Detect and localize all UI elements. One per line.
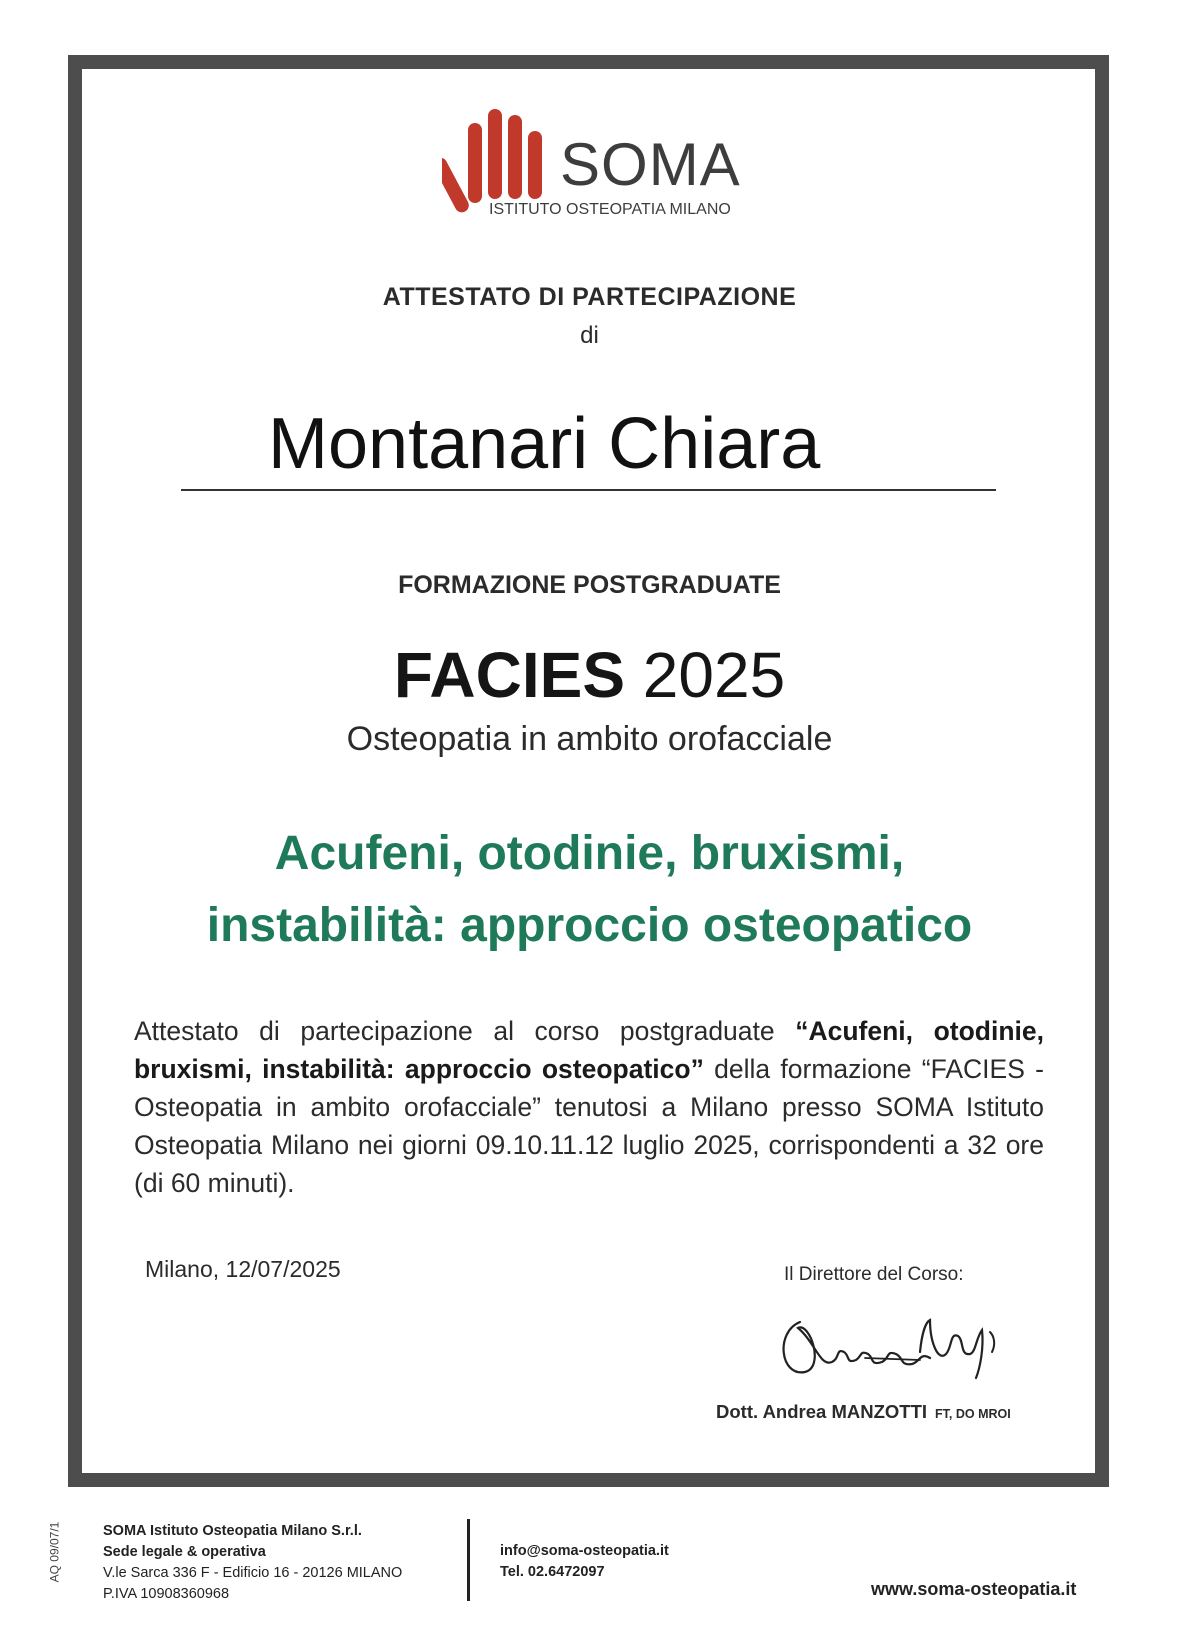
director-label: Il Direttore del Corso: <box>784 1264 964 1285</box>
footer-piva: P.IVA 10908360968 <box>103 1586 230 1602</box>
module-title-line-2: instabilità: approccio osteopatico <box>206 899 973 952</box>
module-title <box>0 818 1179 962</box>
director-name-text: Dott. Andrea MANZOTTI <box>716 1401 928 1422</box>
director-name <box>716 1401 1011 1423</box>
soma-logo <box>442 105 742 225</box>
director-credentials: FT, DO MROI <box>935 1407 1011 1421</box>
certificate-di: di <box>580 322 599 349</box>
certificate-body <box>134 1012 1044 1202</box>
course-name: FACIES <box>393 639 625 711</box>
recipient-name: Montanari Chiara <box>268 404 821 484</box>
footer-sede: Sede legale & operativa <box>103 1544 266 1560</box>
footer-company-info <box>103 1521 402 1605</box>
logo-brand: SOMA <box>560 131 741 198</box>
body-text-module: “Acufeni, otodinie, bruxismi, instabilità: approccio osteopatico” <box>134 1016 1044 1084</box>
director-signature <box>770 1292 1010 1392</box>
footer-email[interactable]: info@soma-osteopatia.it <box>500 1543 669 1559</box>
body-text-intro: Attestato di partecipazione al corso postgraduate <box>134 1016 796 1046</box>
certificate-title: ATTESTATO DI PARTECIPAZIONE <box>382 283 797 311</box>
course-year: 2025 <box>642 639 786 711</box>
program-label: FORMAZIONE POSTGRADUATE <box>398 571 781 599</box>
footer-website[interactable]: www.soma-osteopatia.it <box>871 1579 1077 1599</box>
module-title-line-1: Acufeni, otodinie, bruxismi, <box>274 827 905 880</box>
footer-contacts <box>500 1541 669 1583</box>
document-code: AQ 09/07/1 <box>47 1521 62 1583</box>
footer-divider <box>467 1519 470 1601</box>
course-title <box>0 638 1179 712</box>
name-underline <box>181 489 996 491</box>
place-date: Milano, 12/07/2025 <box>145 1256 341 1282</box>
footer-address: V.le Sarca 336 F - Edificio 16 - 20126 MILANO <box>103 1565 403 1581</box>
footer-company: SOMA Istituto Osteopatia Milano S.r.l. <box>103 1523 362 1539</box>
logo-tagline: ISTITUTO OSTEOPATIA MILANO <box>489 201 731 218</box>
footer-tel: Tel. 02.6472097 <box>500 1564 605 1580</box>
body-text-details: della formazione “FACIES - Osteopatia in ambito orofacciale” tenutosi a Milano presso SOMA Istituto Osteopatia Milano nei giorni 09.10.11.12 luglio 2025, corrispondenti a 32 ore (di 60 minuti). <box>134 1054 1044 1198</box>
course-subtitle: Osteopatia in ambito orofacciale <box>346 720 833 758</box>
